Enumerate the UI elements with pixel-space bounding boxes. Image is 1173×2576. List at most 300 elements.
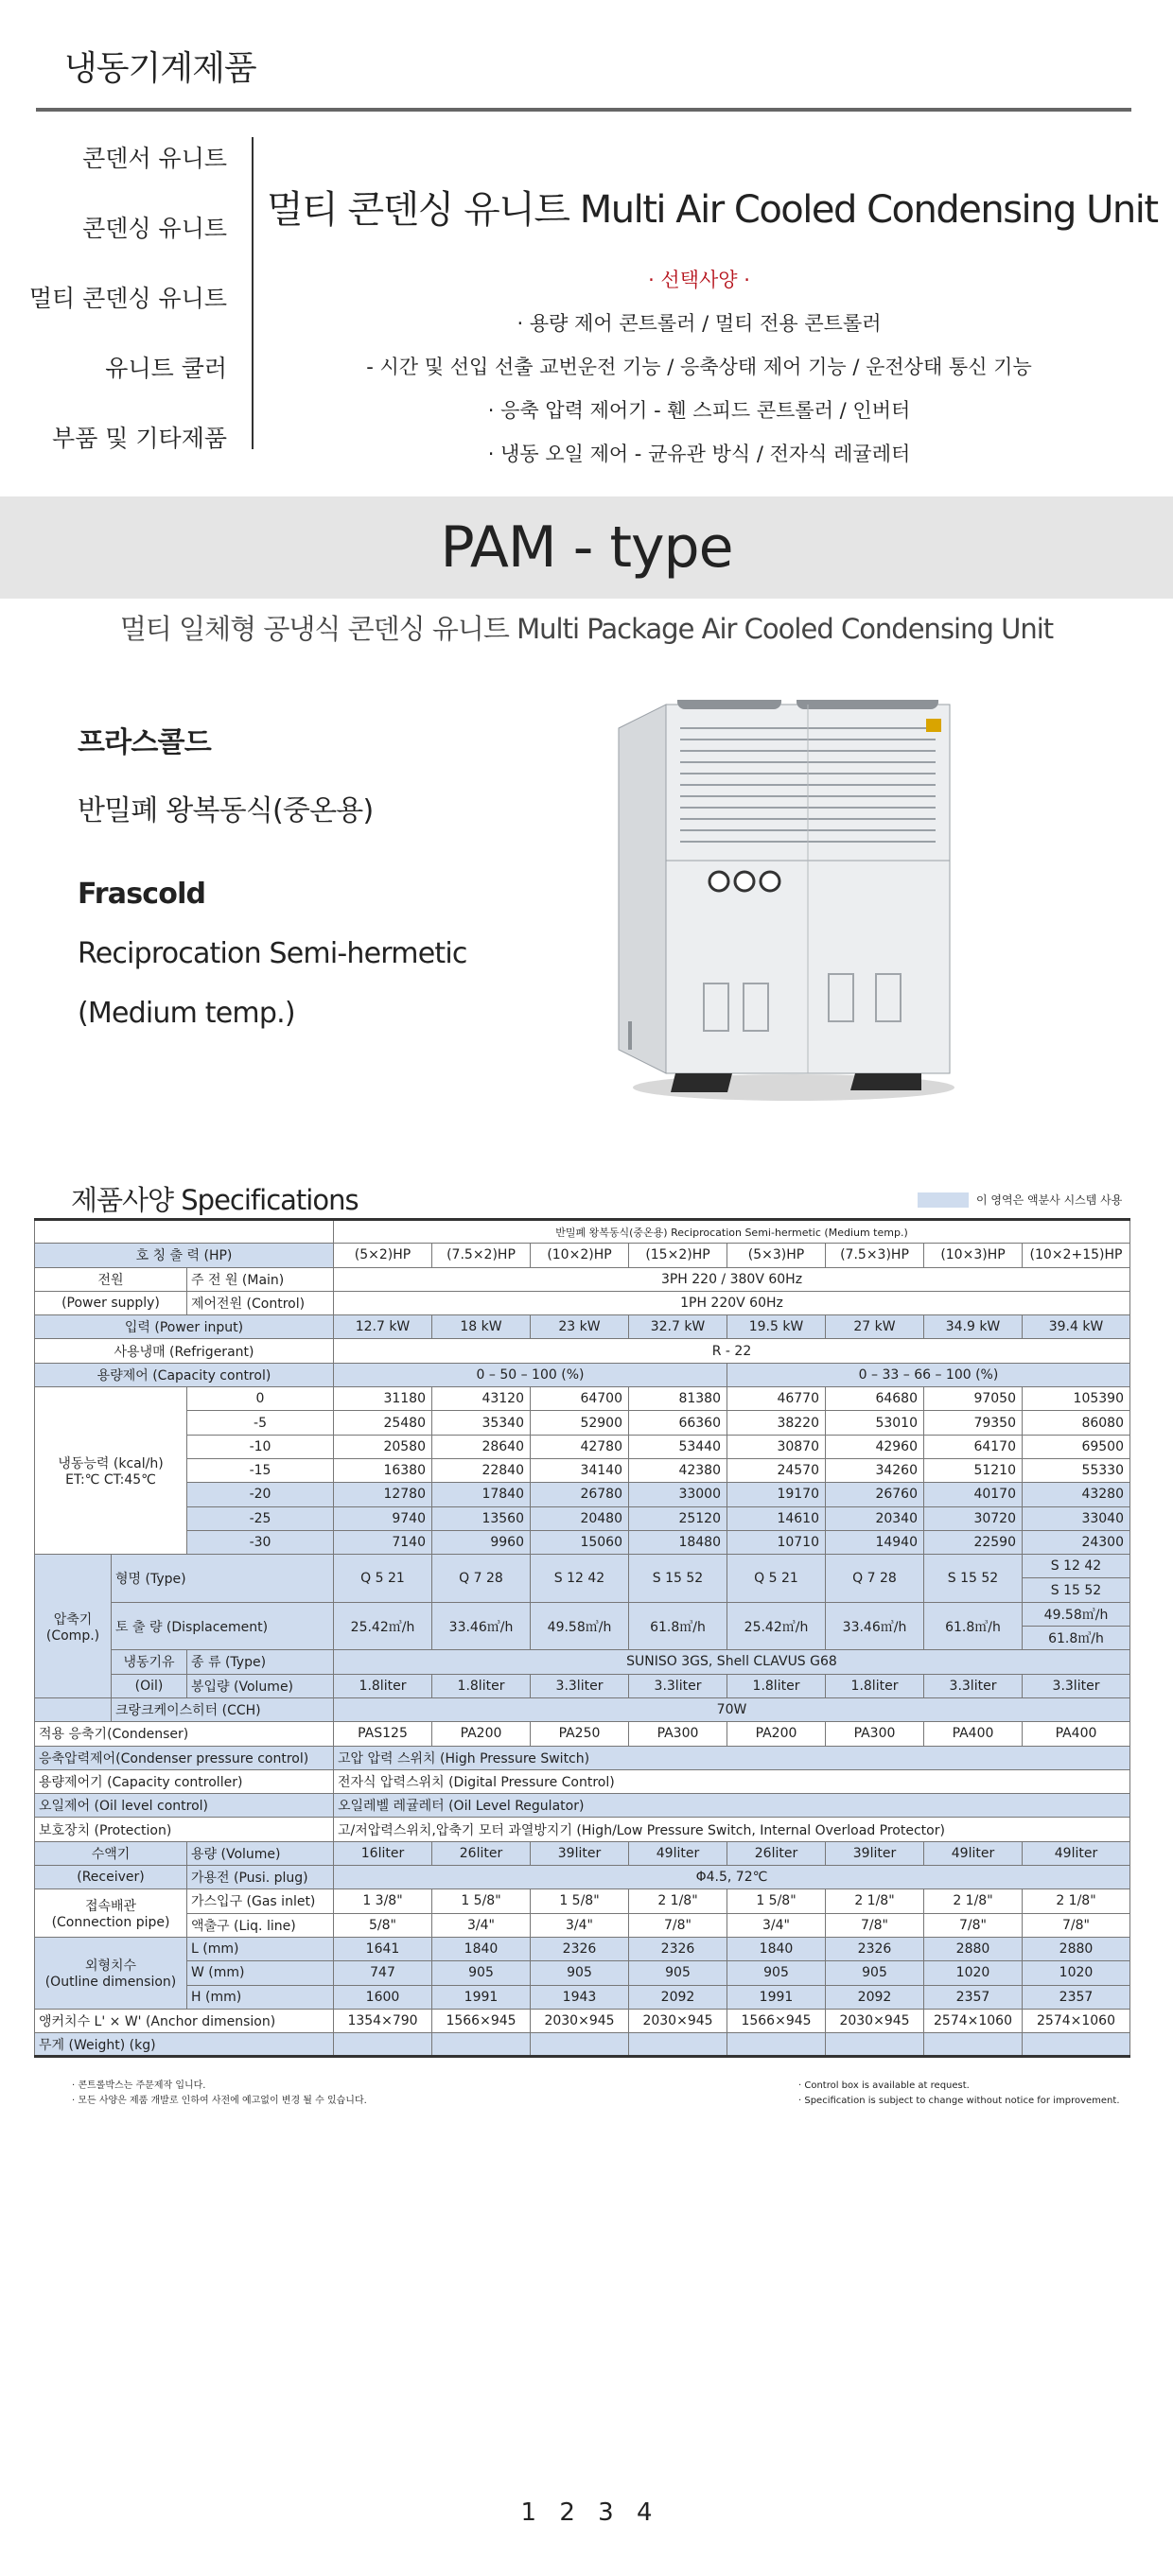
spec-cell: 2 1/8": [924, 1889, 1023, 1913]
spec-cell: 49liter: [629, 1841, 727, 1865]
spec-cell: 18480: [629, 1530, 727, 1554]
spec-cell: 2574×1060: [1023, 2009, 1130, 2032]
spec-cell: [35, 1889, 187, 1938]
spec-cell: 81380: [629, 1387, 727, 1411]
spec-cell: 종 류 (Type): [187, 1650, 334, 1674]
spec-cell: 25120: [629, 1506, 727, 1530]
spec-cell: 61.8㎥/h: [924, 1602, 1023, 1650]
spec-cell: W (mm): [187, 1961, 334, 1985]
product-description: [78, 719, 373, 855]
spec-cell: (7.5×2)HP: [432, 1244, 531, 1267]
spec-cell: 747: [334, 1961, 432, 1985]
spec-cell: 38220: [727, 1411, 826, 1435]
spec-cell: 25.42㎥/h: [334, 1602, 432, 1650]
spec-cell-line: 압축기: [53, 1611, 93, 1627]
spec-cell: 토 출 량 (Displacement): [112, 1602, 334, 1650]
spec-row: [35, 1339, 1130, 1363]
spec-cell: 1641: [334, 1937, 432, 1960]
option-line: · 응축 압력 제어기 - 휀 스피드 콘트롤러 / 인버터: [487, 399, 911, 422]
spec-cell: 2326: [826, 1937, 924, 1960]
sidebar-item-parts[interactable]: 부품 및 기타제품: [52, 425, 227, 452]
spec-cell: 1840: [727, 1937, 826, 1960]
spec-row: [35, 1674, 1130, 1697]
spec-cell: 2092: [826, 1985, 924, 2009]
spec-cell: 2880: [1023, 1937, 1130, 1960]
spec-cell-line: ET:℃ CT:45℃: [65, 1472, 156, 1488]
spec-cell: Q 7 28: [432, 1555, 531, 1603]
spec-cell: [334, 2033, 432, 2057]
spec-row: [35, 1387, 1130, 1411]
spec-cell: 12780: [334, 1483, 432, 1506]
spec-cell: PA400: [1023, 1722, 1130, 1746]
spec-cell: 27 kW: [826, 1315, 924, 1339]
spec-cell-line: 외형치수: [84, 1958, 137, 1975]
sidebar-item-unit-cooler[interactable]: 유니트 쿨러: [105, 355, 227, 382]
spec-cell: 전원: [35, 1267, 187, 1291]
spec-cell: 2357: [924, 1985, 1023, 2009]
spec-cell: 64680: [826, 1387, 924, 1411]
spec-cell: 26780: [531, 1483, 629, 1506]
spec-cell: [531, 2033, 629, 2057]
spec-cell: 51210: [924, 1458, 1023, 1482]
spec-cell: -30: [187, 1530, 334, 1554]
spec-cell: 앵커치수 L' × W' (Anchor dimension): [35, 2009, 334, 2032]
spec-cell: -15: [187, 1458, 334, 1482]
spec-cell: (7.5×3)HP: [826, 1244, 924, 1267]
spec-cell: 2326: [531, 1937, 629, 1960]
spec-cell: 19170: [727, 1483, 826, 1506]
spec-cell: 52900: [531, 1411, 629, 1435]
spec-cell: 0 – 50 – 100 (%): [334, 1363, 727, 1386]
spec-cell: L (mm): [187, 1937, 334, 1960]
spec-cell: 105390: [1023, 1387, 1130, 1411]
spec-legend: [918, 1192, 1122, 1208]
spec-cell: -25: [187, 1506, 334, 1530]
spec-cell: 7/8": [629, 1913, 727, 1937]
note-line: · Specification is subject to change without notice for improvement.: [798, 2096, 1120, 2106]
spec-cell: 33040: [1023, 1506, 1130, 1530]
spec-cell: 2030×945: [629, 2009, 727, 2032]
spec-cell: [35, 1937, 187, 2009]
spec-cell: 1840: [432, 1937, 531, 1960]
spec-row: [35, 2009, 1130, 2032]
spec-cell: (10×2)HP: [531, 1244, 629, 1267]
spec-cell: 2030×945: [531, 2009, 629, 2032]
spec-cell: 53440: [629, 1435, 727, 1458]
spec-cell: PA300: [629, 1722, 727, 1746]
spec-cell: 40170: [924, 1483, 1023, 1506]
spec-cell: S 15 52: [924, 1555, 1023, 1603]
spec-cell: SUNISO 3GS, Shell CLAVUS G68: [334, 1650, 1130, 1674]
spec-cell: 용량제어 (Capacity control): [35, 1363, 334, 1386]
spec-row: [35, 1506, 1130, 1530]
spec-cell: 39liter: [531, 1841, 629, 1865]
spec-cell-line: (Outline dimension): [44, 1975, 177, 1991]
spec-cell: 1566×945: [432, 2009, 531, 2032]
spec-cell: 2 1/8": [826, 1889, 924, 1913]
spec-cell: 3/4": [727, 1913, 826, 1937]
spec-row: [35, 1530, 1130, 1554]
spec-cell: 39.4 kW: [1023, 1315, 1130, 1339]
spec-cell: 26liter: [432, 1841, 531, 1865]
spec-cell: 보호장치 (Protection): [35, 1818, 334, 1841]
spec-cell: Φ4.5, 72℃: [334, 1866, 1130, 1889]
option-line: · 냉동 오일 제어 - 균유관 방식 / 전자식 레귤레터: [487, 443, 911, 465]
spec-cell: 20340: [826, 1506, 924, 1530]
spec-cell: 1020: [1023, 1961, 1130, 1985]
spec-row: [35, 1244, 1130, 1267]
spec-cell: 31180: [334, 1387, 432, 1411]
spec-cell: (10×2+15)HP: [1023, 1244, 1130, 1267]
spec-cell-line: 접속배관: [84, 1899, 137, 1915]
spec-cell: 1 5/8": [727, 1889, 826, 1913]
spec-cell: 2 1/8": [629, 1889, 727, 1913]
spec-cell: [35, 1220, 334, 1244]
spec-cell: 주 전 원 (Main): [187, 1267, 334, 1291]
note-line: · 모든 사양은 제품 개발로 인하여 사전에 예고없이 변경 될 수 있습니다.: [72, 2096, 367, 2106]
spec-cell: 33000: [629, 1483, 727, 1506]
spec-cell: [35, 1555, 112, 1698]
page-header: [36, 26, 1131, 112]
spec-row: [35, 1937, 1130, 1960]
spec-cell: 20580: [334, 1435, 432, 1458]
spec-cell: 905: [727, 1961, 826, 1985]
spec-cell: 53010: [826, 1411, 924, 1435]
notes-korean: [72, 2079, 367, 2109]
spec-table: [34, 1218, 1130, 2058]
option-line: - 시간 및 선입 선출 교번운전 기능 / 응축상태 제어 기능 / 운전상태 통신 기능: [366, 356, 1032, 378]
spec-cell: 34140: [531, 1458, 629, 1482]
spec-cell: 16380: [334, 1458, 432, 1482]
spec-cell-line: 냉동능력 (kcal/h): [58, 1456, 164, 1472]
spec-cell: [35, 1697, 112, 1721]
spec-cell: 42960: [826, 1435, 924, 1458]
spec-cell: 30720: [924, 1506, 1023, 1530]
spec-cell: 고/저압력스위치,압축기 모터 과열방지기 (High/Low Pressure Switch, Internal Overload Protector): [334, 1818, 1130, 1841]
option-line: · 용량 제어 콘트롤러 / 멀티 전용 콘트롤러: [516, 312, 882, 335]
page-link-4[interactable]: 4: [636, 2498, 653, 2527]
spec-cell: 97050: [924, 1387, 1023, 1411]
spec-cell: [727, 2033, 826, 2057]
condensing-unit-image: [609, 700, 959, 1135]
spec-cell: 46770: [727, 1387, 826, 1411]
spec-cell: 49liter: [1023, 1841, 1130, 1865]
spec-cell: 14940: [826, 1530, 924, 1554]
spec-cell: 79350: [924, 1411, 1023, 1435]
spec-row: [35, 1769, 1130, 1793]
spec-cell: 1020: [924, 1961, 1023, 1985]
spec-cell: 43120: [432, 1387, 531, 1411]
spec-row: [35, 1818, 1130, 1841]
sidebar-item-condenser-unit[interactable]: 콘덴서 유니트: [82, 145, 227, 172]
spec-cell: 39liter: [826, 1841, 924, 1865]
spec-cell: 1991: [432, 1985, 531, 2009]
spec-cell: 입력 (Power input): [35, 1315, 334, 1339]
spec-cell: 적용 응축기(Condenser): [35, 1722, 334, 1746]
spec-cell: -5: [187, 1411, 334, 1435]
spec-cell: [1023, 2033, 1130, 2057]
spec-cell: 20480: [531, 1506, 629, 1530]
spec-cell: (Power supply): [35, 1291, 187, 1314]
type-en: Reciprocation Semi-hermetic: [78, 937, 467, 970]
spec-cell: 봉입량 (Volume): [187, 1674, 334, 1697]
spec-cell: 1600: [334, 1985, 432, 2009]
spec-cell: 26liter: [727, 1841, 826, 1865]
spec-cell: 66360: [629, 1411, 727, 1435]
spec-cell: 905: [826, 1961, 924, 1985]
spec-cell: 용량 (Volume): [187, 1841, 334, 1865]
type-kr: 반밀폐 왕복동식(중온용): [78, 794, 374, 827]
spec-cell: 가용전 (Pusi. plug): [187, 1866, 334, 1889]
spec-row: [35, 1458, 1130, 1482]
spec-row: [35, 1913, 1130, 1937]
spec-row: [35, 1363, 1130, 1386]
spec-cell: 오일제어 (Oil level control): [35, 1794, 334, 1818]
spec-cell: 25.42㎥/h: [727, 1602, 826, 1650]
spec-cell: 응축압력제어(Condenser pressure control): [35, 1746, 334, 1769]
spec-row: [35, 1411, 1130, 1435]
sidebar-item-condensing-unit[interactable]: 콘덴싱 유니트: [82, 215, 227, 242]
spec-row: [35, 1315, 1130, 1339]
spec-row: [35, 1483, 1130, 1506]
legend-label: 이 영역은 액분사 시스템 사용: [976, 1193, 1123, 1207]
spec-cell: 7/8": [1023, 1913, 1130, 1937]
spec-cell: 16liter: [334, 1841, 432, 1865]
spec-cell: -10: [187, 1435, 334, 1458]
spec-cell: 용량제어기 (Capacity controller): [35, 1769, 334, 1793]
spec-cell: 2326: [629, 1937, 727, 1960]
spec-cell: 사용냉매 (Refrigerant): [35, 1339, 334, 1363]
page-link-1[interactable]: 1: [520, 2498, 537, 2527]
legend-swatch: [918, 1192, 969, 1208]
spec-cell: 2880: [924, 1937, 1023, 1960]
spec-row: [35, 1961, 1130, 1985]
spec-cell: 1.8liter: [826, 1674, 924, 1697]
spec-cell: H (mm): [187, 1985, 334, 2009]
spec-cell: 33.46㎥/h: [432, 1602, 531, 1650]
spec-cell: 오일레벨 레귤레터 (Oil Level Regulator): [334, 1794, 1130, 1818]
spec-cell: 69500: [1023, 1435, 1130, 1458]
page-link-3[interactable]: 3: [598, 2498, 614, 2527]
product-description-en: [78, 878, 467, 1056]
spec-cell: 1PH 220V 60Hz: [334, 1291, 1130, 1314]
spec-cell: 64700: [531, 1387, 629, 1411]
spec-cell: 26760: [826, 1483, 924, 1506]
spec-cell: PA300: [826, 1722, 924, 1746]
spec-cell-line: (Comp.): [45, 1627, 100, 1644]
spec-row: [35, 1650, 1130, 1674]
options-title: · 선택사양 ·: [648, 269, 750, 291]
spec-cell: 형명 (Type): [112, 1555, 334, 1603]
spec-cell: PA200: [432, 1722, 531, 1746]
spec-cell: 10710: [727, 1530, 826, 1554]
spec-cell: 9960: [432, 1530, 531, 1554]
spec-cell: 28640: [432, 1435, 531, 1458]
spec-cell: [35, 1387, 187, 1555]
spec-row: [35, 2033, 1130, 2057]
spec-cell: 86080: [1023, 1411, 1130, 1435]
spec-cell: [924, 2033, 1023, 2057]
spec-cell: (5×3)HP: [727, 1244, 826, 1267]
spec-cell: 1.8liter: [727, 1674, 826, 1697]
spec-cell: PA200: [727, 1722, 826, 1746]
spec-cell: 3PH 220 / 380V 60Hz: [334, 1267, 1130, 1291]
spec-cell: S 15 52: [629, 1555, 727, 1603]
spec-cell: 3.3liter: [1023, 1674, 1130, 1697]
spec-cell: [629, 2033, 727, 2057]
brand-en: Frascold: [78, 878, 206, 911]
spec-cell: (5×2)HP: [334, 1244, 432, 1267]
notes-english: [798, 2079, 1120, 2109]
spec-cell: 32.7 kW: [629, 1315, 727, 1339]
spec-cell: 14610: [727, 1506, 826, 1530]
spec-cell: 2574×1060: [924, 2009, 1023, 2032]
spec-cell: PAS125: [334, 1722, 432, 1746]
type-subtitle: 멀티 일체형 공냉식 콘덴싱 유니트 Multi Package Air Cooled Condensing Unit: [119, 613, 1054, 645]
spec-cell: 2092: [629, 1985, 727, 2009]
spec-cell: 1943: [531, 1985, 629, 2009]
spec-cell: 가스입구 (Gas inlet): [187, 1889, 334, 1913]
spec-row: [35, 1220, 1130, 1244]
spec-cell: 7140: [334, 1530, 432, 1554]
spec-cell: 3/4": [432, 1913, 531, 1937]
spec-cell: 18 kW: [432, 1315, 531, 1339]
spec-row: [35, 1267, 1130, 1291]
spec-row: [35, 1985, 1130, 2009]
spec-cell: -20: [187, 1483, 334, 1506]
spec-cell: 2 1/8": [1023, 1889, 1130, 1913]
note-line: · 콘트롤박스는 주문제작 입니다.: [72, 2080, 206, 2091]
spec-cell: 크랑크케이스히터 (CCH): [112, 1697, 334, 1721]
spec-cell: 35340: [432, 1411, 531, 1435]
type-title: PAM - type: [440, 514, 733, 581]
spec-cell: 55330: [1023, 1458, 1130, 1482]
spec-cell: 3.3liter: [531, 1674, 629, 1697]
spec-cell: R - 22: [334, 1339, 1130, 1363]
spec-cell: 24570: [727, 1458, 826, 1482]
spec-cell: (15×2)HP: [629, 1244, 727, 1267]
spec-row: [35, 1794, 1130, 1818]
spec-cell: 반밀폐 왕복동식(중온용) Reciprocation Semi-hermetic (Medium temp.): [334, 1220, 1130, 1244]
spec-cell: Q 5 21: [334, 1555, 432, 1603]
spec-cell: 1566×945: [727, 2009, 826, 2032]
spec-cell: (10×3)HP: [924, 1244, 1023, 1267]
spec-cell: Q 7 28: [826, 1555, 924, 1603]
spec-cell: 호 칭 출 력 (HP): [35, 1244, 334, 1267]
spec-row: [35, 1722, 1130, 1746]
spec-cell: 7/8": [826, 1913, 924, 1937]
spec-cell: 1 5/8": [432, 1889, 531, 1913]
spec-cell: 3/4": [531, 1913, 629, 1937]
spec-cell: 34260: [826, 1458, 924, 1482]
spec-cell: 고압 압력 스위치 (High Pressure Switch): [334, 1746, 1130, 1769]
spec-cell: PA400: [924, 1722, 1023, 1746]
spec-cell: 9740: [334, 1506, 432, 1530]
spec-cell: 49.58㎥/h: [531, 1602, 629, 1650]
spec-cell: 냉동기유: [112, 1650, 187, 1674]
spec-row: [35, 1841, 1130, 1865]
spec-cell: 61.8㎥/h: [1023, 1627, 1130, 1650]
spec-cell: 2030×945: [826, 2009, 924, 2032]
sidebar-nav: [28, 137, 254, 452]
spec-cell: 1 3/8": [334, 1889, 432, 1913]
spec-cell: 905: [629, 1961, 727, 1985]
brand-kr: 프라스콜드: [78, 726, 211, 759]
spec-cell: 22840: [432, 1458, 531, 1482]
spec-cell: 전자식 압력스위치 (Digital Pressure Control): [334, 1769, 1130, 1793]
spec-cell: 12.7 kW: [334, 1315, 432, 1339]
spec-cell: 25480: [334, 1411, 432, 1435]
spec-cell: 19.5 kW: [727, 1315, 826, 1339]
temp-en: (Medium temp.): [78, 997, 295, 1030]
sidebar-item-multi-condensing-unit[interactable]: 멀티 콘덴싱 유니트: [28, 285, 227, 312]
spec-cell: 1 5/8": [531, 1889, 629, 1913]
spec-cell: S 15 52: [1023, 1578, 1130, 1602]
spec-cell: 23 kW: [531, 1315, 629, 1339]
spec-row: [35, 1746, 1130, 1769]
spec-cell: S 12 42: [1023, 1555, 1130, 1578]
spec-cell: 5/8": [334, 1913, 432, 1937]
spec-row: [35, 1866, 1130, 1889]
page-link-2[interactable]: 2: [559, 2498, 575, 2527]
spec-cell: 34.9 kW: [924, 1315, 1023, 1339]
spec-cell: (Oil): [112, 1674, 187, 1697]
spec-cell: 무게 (Weight) (kg): [35, 2033, 334, 2057]
spec-row: [35, 1697, 1130, 1721]
spec-cell: 1354×790: [334, 2009, 432, 2032]
spec-cell: 1.8liter: [334, 1674, 432, 1697]
spec-cell: 905: [531, 1961, 629, 1985]
spec-cell: 17840: [432, 1483, 531, 1506]
spec-heading: 제품사양 Specifications: [71, 1184, 359, 1216]
spec-cell: 42380: [629, 1458, 727, 1482]
spec-cell: (Receiver): [35, 1866, 187, 1889]
spec-cell: PA250: [531, 1722, 629, 1746]
spec-cell: 49liter: [924, 1841, 1023, 1865]
spec-cell: 22590: [924, 1530, 1023, 1554]
type-banner: [0, 496, 1173, 599]
spec-row: [35, 1291, 1130, 1314]
spec-cell-line: (Connection pipe): [51, 1915, 170, 1931]
spec-cell: 13560: [432, 1506, 531, 1530]
spec-cell: 액출구 (Liq. line): [187, 1913, 334, 1937]
spec-cell: 24300: [1023, 1530, 1130, 1554]
note-line: · Control box is available at request.: [798, 2080, 970, 2091]
spec-cell: 3.3liter: [924, 1674, 1023, 1697]
spec-cell: 61.8㎥/h: [629, 1602, 727, 1650]
spec-cell: 30870: [727, 1435, 826, 1458]
spec-cell: 수액기: [35, 1841, 187, 1865]
spec-cell: [826, 2033, 924, 2057]
spec-cell: 70W: [334, 1697, 1130, 1721]
spec-row: [35, 1435, 1130, 1458]
spec-cell: 33.46㎥/h: [826, 1602, 924, 1650]
spec-cell: 42780: [531, 1435, 629, 1458]
spec-row: [35, 1555, 1130, 1578]
spec-row: [35, 1602, 1130, 1626]
product-heading: 멀티 콘덴싱 유니트 Multi Air Cooled Condensing Unit: [267, 188, 1158, 232]
options-list: [267, 265, 1131, 482]
spec-cell: 1.8liter: [432, 1674, 531, 1697]
spec-row: [35, 1889, 1130, 1913]
spec-cell: 64170: [924, 1435, 1023, 1458]
spec-cell: 905: [432, 1961, 531, 1985]
page-title: 냉동기계제품: [64, 49, 256, 88]
spec-cell: 3.3liter: [629, 1674, 727, 1697]
spec-cell: 15060: [531, 1530, 629, 1554]
spec-cell: 2357: [1023, 1985, 1130, 2009]
spec-cell: S 12 42: [531, 1555, 629, 1603]
